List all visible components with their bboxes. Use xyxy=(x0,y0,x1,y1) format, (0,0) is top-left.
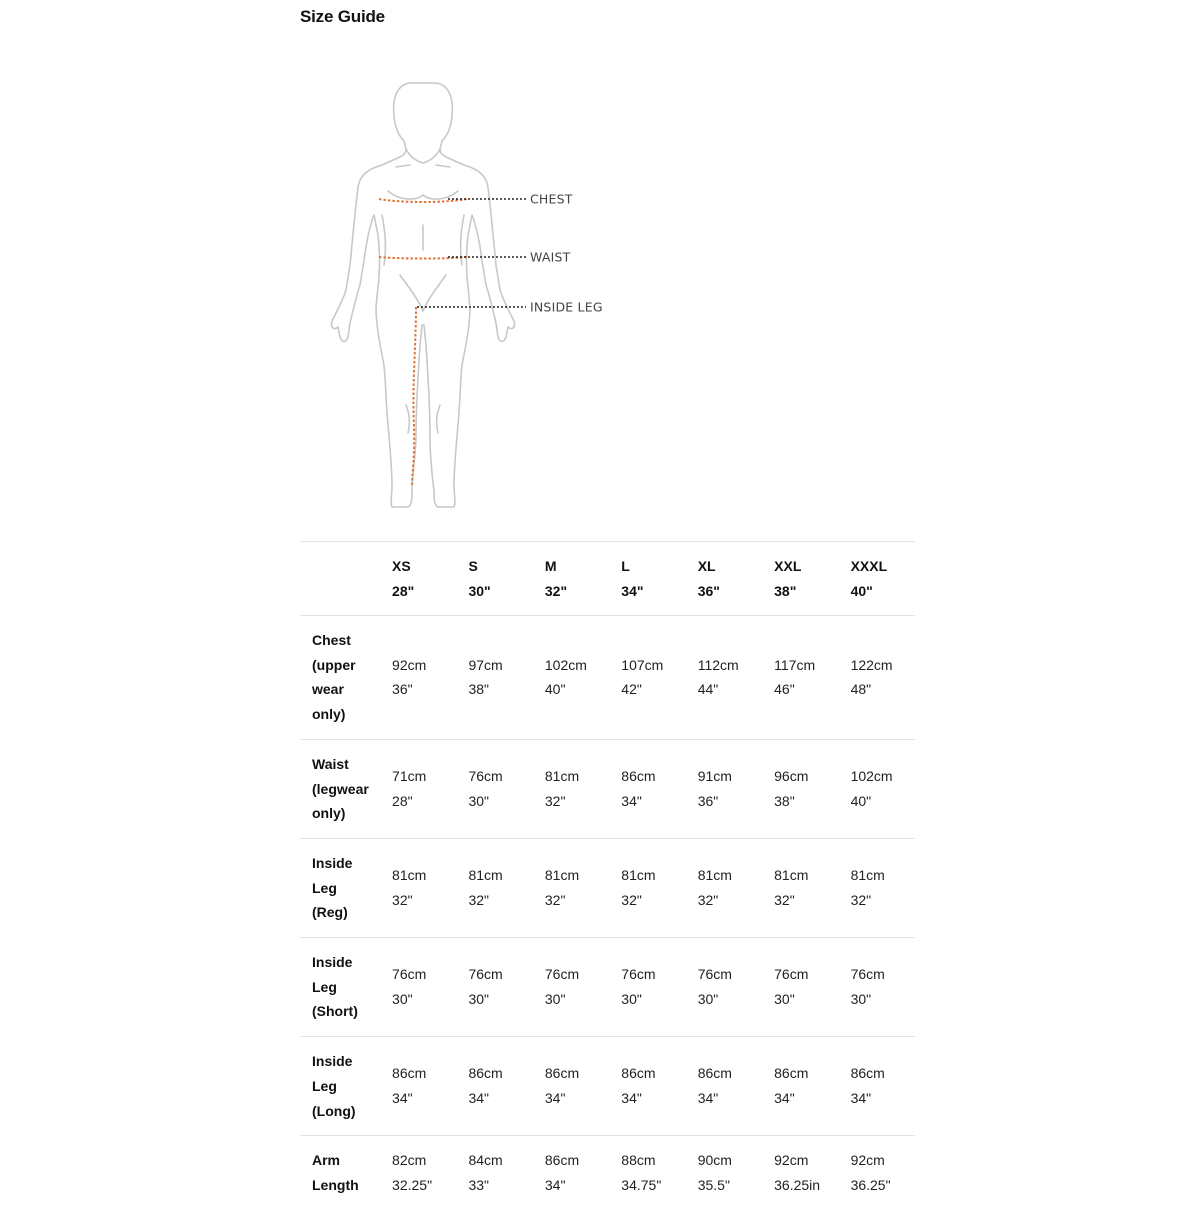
measurement-cell xyxy=(533,616,609,740)
measurement-cell xyxy=(380,938,456,1037)
measurement-inches: 35.5" xyxy=(697,1176,730,1193)
table-row xyxy=(300,938,915,1037)
table-row xyxy=(300,1037,915,1136)
measurement-cell xyxy=(686,838,762,937)
measurement-cm: 92cm xyxy=(850,1152,885,1169)
measurement-cell xyxy=(686,616,762,740)
measurement-cell xyxy=(839,1037,915,1136)
measurement-inches: 38" xyxy=(468,681,489,698)
measurement-cm: 76cm xyxy=(468,768,503,785)
size-column-header xyxy=(762,542,838,616)
measurement-inches: 33" xyxy=(468,1176,489,1193)
measurement-cm: 86cm xyxy=(850,1065,885,1082)
measurement-cm: 81cm xyxy=(697,867,732,884)
measurement-inches: 34" xyxy=(621,1090,642,1107)
measurement-cell xyxy=(686,739,762,838)
measurement-cell xyxy=(839,739,915,838)
table-row xyxy=(300,739,915,838)
measurement-inches: 42" xyxy=(621,681,642,698)
measurement-cell xyxy=(380,739,456,838)
measurement-cell xyxy=(762,616,838,740)
measurement-inches: 30" xyxy=(468,991,489,1008)
measurement-inches: 32" xyxy=(468,891,489,908)
measurement-inches: 32" xyxy=(544,792,566,809)
table-row xyxy=(300,1136,915,1210)
table-row xyxy=(300,616,915,740)
measurement-cm: 81cm xyxy=(850,867,885,884)
measurement-cm: 76cm xyxy=(621,966,656,983)
measurement-inches: 36" xyxy=(392,681,413,698)
measurement-cm: 88cm xyxy=(621,1152,656,1169)
measurement-cell xyxy=(456,1037,532,1136)
measurement-cm: 76cm xyxy=(774,966,809,983)
measurement-cell xyxy=(456,616,532,740)
measurement-cell xyxy=(686,1136,762,1210)
size-column-header xyxy=(533,542,609,616)
size-table-header xyxy=(300,542,915,616)
row-label-line: (Reg) xyxy=(312,904,348,921)
measurement-cm: 86cm xyxy=(621,1065,656,1082)
measurement-cell xyxy=(456,1136,532,1210)
measurement-inches: 32" xyxy=(621,891,642,908)
measurement-inches: 34" xyxy=(774,1090,795,1107)
row-label-line: Inside xyxy=(312,1053,353,1070)
measurement-cm: 82cm xyxy=(392,1152,427,1169)
measurement-inches: 32" xyxy=(544,891,566,908)
measurement-inches: 34" xyxy=(544,1090,566,1107)
size-waist-inches: 36" xyxy=(697,582,720,599)
row-label-line: Inside xyxy=(312,954,353,971)
measurement-cell xyxy=(762,739,838,838)
measurement-cell xyxy=(762,1037,838,1136)
row-label-line: (Short) xyxy=(312,1003,358,1020)
measurement-inches: 36" xyxy=(697,792,719,809)
measurement-cm: 86cm xyxy=(544,1152,580,1169)
row-label-line: only) xyxy=(312,706,346,723)
measurement-cell xyxy=(609,616,685,740)
waist-label: WAIST xyxy=(530,249,571,265)
measurement-cm: 86cm xyxy=(392,1065,427,1082)
size-table xyxy=(300,541,915,1210)
measurement-inches: 30" xyxy=(468,792,489,809)
row-label xyxy=(300,838,380,937)
measurement-cell xyxy=(839,616,915,740)
row-label-line: Leg xyxy=(312,879,337,896)
measurement-cm: 76cm xyxy=(392,966,427,983)
size-column-header xyxy=(609,542,685,616)
measurement-inches: 36.25in xyxy=(774,1176,821,1193)
row-label xyxy=(300,1136,380,1210)
size-waist-inches: 32" xyxy=(544,582,568,599)
measurement-inches: 30" xyxy=(621,991,642,1008)
size-letter: S xyxy=(468,557,478,574)
measurement-cm: 76cm xyxy=(468,966,503,983)
measurement-cm: 102cm xyxy=(850,768,893,785)
measurement-inches: 30" xyxy=(774,991,795,1008)
measurement-inches: 32" xyxy=(850,891,872,908)
measurement-cell xyxy=(609,838,685,937)
row-label-line: (upper xyxy=(312,656,356,673)
measurement-cell xyxy=(380,616,456,740)
measurement-cm: 81cm xyxy=(392,867,427,884)
row-label xyxy=(300,616,380,740)
measurement-inches: 40" xyxy=(850,792,872,809)
measurement-cm: 86cm xyxy=(621,768,656,785)
measurement-inches: 30" xyxy=(544,991,566,1008)
measurement-cell xyxy=(686,938,762,1037)
size-column-header xyxy=(839,542,915,616)
measurement-cell xyxy=(456,739,532,838)
measurement-cm: 92cm xyxy=(392,656,427,673)
measurement-cm: 76cm xyxy=(850,966,885,983)
measurement-inches: 48" xyxy=(850,681,872,698)
measurement-inches: 32" xyxy=(392,891,413,908)
measurement-inches: 32" xyxy=(697,891,719,908)
measurement-cell xyxy=(839,838,915,937)
measurement-inches: 38" xyxy=(774,792,795,809)
measurement-cm: 107cm xyxy=(621,656,664,673)
measurement-inches: 34" xyxy=(850,1090,872,1107)
size-letter: M xyxy=(544,557,557,574)
measurement-cm: 97cm xyxy=(468,656,503,673)
measurement-inches: 34" xyxy=(468,1090,489,1107)
male-figure-illustration xyxy=(320,75,620,520)
row-label-line: Inside xyxy=(312,854,353,871)
measurement-cm: 91cm xyxy=(697,768,732,785)
measurement-cm: 90cm xyxy=(697,1152,732,1169)
inside-leg-label: INSIDE LEG xyxy=(530,299,603,315)
size-waist-inches: 28" xyxy=(392,582,415,599)
measurement-inches: 40" xyxy=(544,681,566,698)
size-letter: XL xyxy=(697,557,716,574)
row-label-line: (Long) xyxy=(312,1102,356,1119)
measurement-cm: 92cm xyxy=(774,1152,809,1169)
size-column-header xyxy=(380,542,456,616)
measurement-cm: 117cm xyxy=(774,656,816,673)
measurement-cell xyxy=(762,1136,838,1210)
row-label-line: Leg xyxy=(312,978,337,995)
row-label-line: Arm xyxy=(312,1152,341,1169)
measurement-cell xyxy=(762,938,838,1037)
row-label-line: Length xyxy=(312,1176,359,1193)
measurement-cm: 102cm xyxy=(544,656,587,673)
measurement-inches: 30" xyxy=(697,991,719,1008)
measurement-cell xyxy=(380,1037,456,1136)
size-column-header xyxy=(686,542,762,616)
measurement-inches: 28" xyxy=(392,792,413,809)
row-label-line: only) xyxy=(312,805,346,822)
measurement-cm: 86cm xyxy=(468,1065,503,1082)
page-title: Size Guide xyxy=(300,7,385,26)
table-corner-cell xyxy=(300,542,380,616)
measurement-cell xyxy=(686,1037,762,1136)
measurement-cell xyxy=(609,1037,685,1136)
measurement-cell xyxy=(456,838,532,937)
measurement-cm: 81cm xyxy=(621,867,656,884)
measurement-cell xyxy=(839,938,915,1037)
table-row xyxy=(300,838,915,937)
size-column-header xyxy=(456,542,532,616)
size-header-row xyxy=(300,542,915,616)
measurement-cm: 76cm xyxy=(697,966,732,983)
measurement-cell xyxy=(380,838,456,937)
size-letter: L xyxy=(621,557,630,574)
measurement-cell xyxy=(762,838,838,937)
row-label xyxy=(300,938,380,1037)
measurement-inches: 34" xyxy=(621,792,642,809)
size-waist-inches: 38" xyxy=(774,582,797,599)
measurement-inches: 36.25" xyxy=(850,1176,891,1193)
measurement-inches: 30" xyxy=(392,991,413,1008)
measurement-cell xyxy=(380,1136,456,1210)
measurement-inches: 34" xyxy=(697,1090,719,1107)
measurement-cm: 84cm xyxy=(468,1152,503,1169)
row-label-line: Leg xyxy=(312,1077,337,1094)
size-letter: XS xyxy=(392,557,411,574)
body-measurement-figure xyxy=(320,75,620,520)
measurement-cm: 96cm xyxy=(774,768,809,785)
measurement-cell xyxy=(609,1136,685,1210)
measurement-cm: 86cm xyxy=(544,1065,580,1082)
size-waist-inches: 34" xyxy=(621,582,644,599)
measurement-inches: 34" xyxy=(392,1090,413,1107)
figure-outline xyxy=(331,83,514,507)
size-letter: XXXL xyxy=(850,557,888,574)
measurement-inches: 32.25" xyxy=(392,1176,433,1193)
measurement-cm: 81cm xyxy=(468,867,503,884)
row-label xyxy=(300,1037,380,1136)
measurement-cm: 86cm xyxy=(774,1065,809,1082)
row-label xyxy=(300,739,380,838)
measurement-inches: 32" xyxy=(774,891,795,908)
size-waist-inches: 30" xyxy=(468,582,491,599)
measurement-cm: 81cm xyxy=(544,768,580,785)
measurement-cell xyxy=(456,938,532,1037)
measurement-cell xyxy=(533,739,609,838)
size-table-body xyxy=(300,616,915,1210)
measurement-cell xyxy=(533,838,609,937)
measurement-cm: 112cm xyxy=(697,656,739,673)
measurement-cell xyxy=(609,739,685,838)
measurement-cm: 71cm xyxy=(392,768,427,785)
measurement-cell xyxy=(533,1136,609,1210)
row-label-line: Chest xyxy=(312,632,351,648)
measurement-inches: 44" xyxy=(697,681,719,698)
measurement-cm: 81cm xyxy=(544,867,580,884)
size-waist-inches: 40" xyxy=(850,582,873,599)
row-label-line: wear xyxy=(312,681,344,698)
measurement-cell xyxy=(839,1136,915,1210)
measurement-cell xyxy=(533,938,609,1037)
measurement-cell xyxy=(609,938,685,1037)
measurement-inches: 34" xyxy=(544,1176,566,1193)
measurement-cm: 81cm xyxy=(774,867,809,884)
measurement-inches: 30" xyxy=(850,991,872,1008)
measurement-cm: 76cm xyxy=(544,966,580,983)
measurement-inches: 34.75" xyxy=(621,1176,662,1193)
measurement-cm: 86cm xyxy=(697,1065,732,1082)
measurement-cell xyxy=(533,1037,609,1136)
measurement-cm: 122cm xyxy=(850,656,893,673)
size-letter: XXL xyxy=(774,557,802,574)
measurement-inches: 46" xyxy=(774,681,795,698)
chest-label: CHEST xyxy=(530,191,573,207)
row-label-line: (legwear xyxy=(312,780,369,797)
row-label-line: Waist xyxy=(312,755,349,772)
